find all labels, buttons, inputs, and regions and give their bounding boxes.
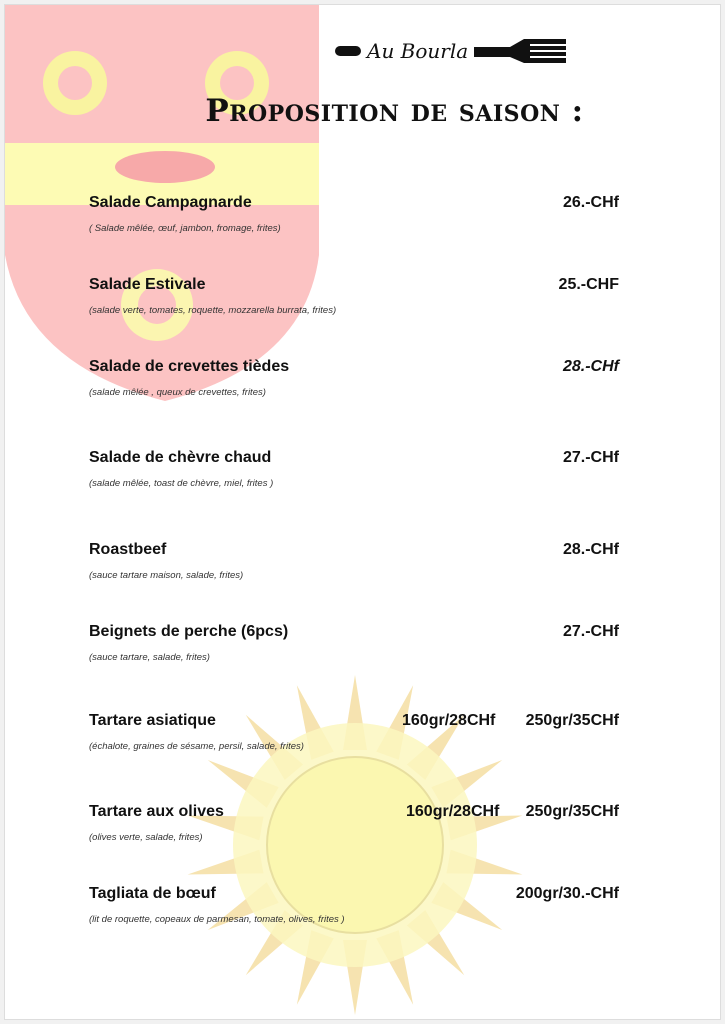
item-description: ( Salade mêlée, œuf, jambon, fromage, frites) [89, 223, 281, 234]
item-price: 250gr/35CHf [525, 712, 619, 729]
item-price: 27.-CHf [562, 623, 619, 640]
menu-item [89, 449, 619, 489]
page-title: Proposition de saison : [205, 93, 584, 129]
item-name: Salade de crevettes tièdes [89, 358, 290, 375]
menu-item [89, 623, 619, 663]
item-description: (salade mêlée , queux de crevettes, frites) [89, 387, 266, 398]
item-description: (salade verte, tomates, roquette, mozzarella burrata, frites) [89, 305, 337, 316]
item-name: Salade Estivale [89, 276, 206, 293]
menu-item [89, 194, 619, 234]
item-name: Salade Campagnarde [89, 194, 252, 211]
menu-item [89, 276, 619, 316]
item-name: Tagliata de bœuf [89, 885, 216, 902]
menu-item [89, 541, 619, 581]
knife-handle-icon [335, 45, 361, 57]
item-name: Tartare aux olives [89, 803, 224, 820]
item-name: Roastbeef [89, 541, 167, 558]
item-description: (sauce tartare, salade, frites) [89, 652, 210, 663]
menu-item [89, 712, 619, 752]
logo-text: Au Bourla [367, 39, 469, 63]
item-name: Beignets de perche (6pcs) [89, 623, 289, 640]
item-description: (lit de roquette, copeaux de parmesan, tomate, olives, frites ) [89, 914, 345, 925]
item-description: (olives verte, salade, frites) [89, 832, 203, 843]
item-price: 28.-CHf [562, 541, 619, 558]
item-description: (salade mêlée, toast de chèvre, miel, frites ) [89, 478, 274, 489]
item-price-small: 160gr/28CHf [402, 712, 496, 729]
item-description: (échalote, graines de sésame, persil, salade, frites) [89, 741, 304, 752]
menu-item [89, 358, 619, 398]
item-price: 27.-CHf [562, 449, 619, 466]
item-price: 250gr/35CHf [525, 803, 619, 820]
fork-icon [474, 37, 566, 65]
item-price: 26.-CHf [562, 194, 619, 211]
item-price: 28.-CHf [562, 358, 619, 375]
menu-item [89, 803, 619, 843]
menu-page [4, 4, 721, 1020]
item-price: 200gr/30.-CHf [515, 885, 619, 902]
item-description: (sauce tartare maison, salade, frites) [89, 570, 244, 581]
restaurant-logo [335, 37, 566, 65]
item-name: Tartare asiatique [89, 712, 216, 729]
menu-item [89, 885, 619, 925]
item-name: Salade de chèvre chaud [89, 449, 272, 466]
item-price: 25.-CHF [558, 276, 619, 293]
item-price-small: 160gr/28CHf [406, 803, 500, 820]
